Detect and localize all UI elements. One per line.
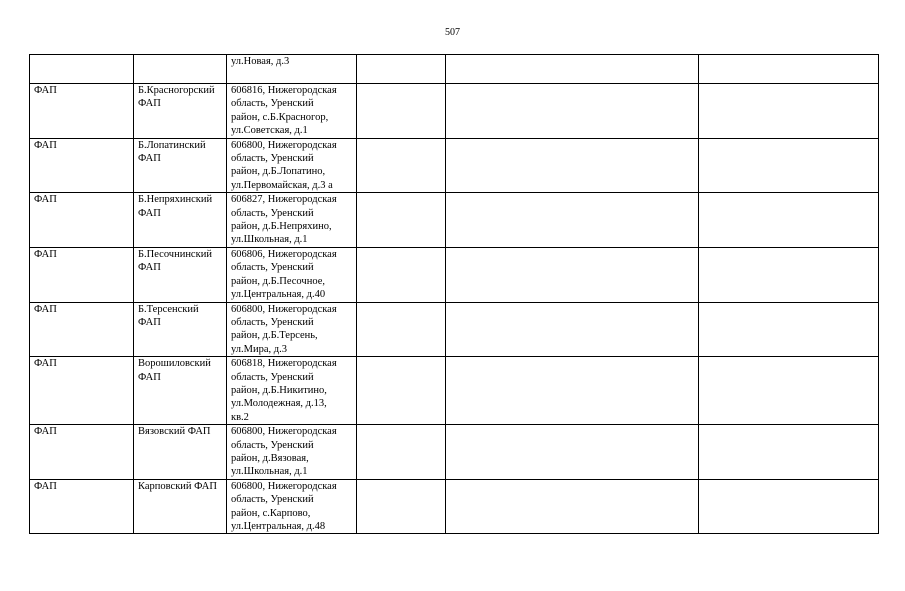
cell-address bbox=[227, 193, 357, 248]
address-line: 606800, Нижегородская bbox=[231, 426, 337, 438]
address-line: ул.Центральная, д.48 bbox=[231, 521, 326, 532]
cell-empty-1 bbox=[357, 302, 446, 357]
cell-address bbox=[227, 357, 357, 425]
cell-empty-3 bbox=[699, 55, 879, 84]
table-row bbox=[30, 425, 879, 480]
table-row-continuation bbox=[30, 55, 879, 84]
cell-type: ФАП bbox=[30, 479, 134, 534]
cell-empty-1 bbox=[357, 193, 446, 248]
cell-empty-1 bbox=[357, 138, 446, 193]
table-row bbox=[30, 84, 879, 139]
address-line: район, д.Вязовая, bbox=[231, 452, 309, 464]
address-line: область, Уренский bbox=[231, 153, 314, 165]
cell-empty-2 bbox=[446, 84, 699, 139]
cell-empty-3 bbox=[699, 302, 879, 357]
cell-type: ФАП bbox=[30, 138, 134, 193]
address-line: 606800, Нижегородская bbox=[231, 139, 337, 151]
cell-empty-1 bbox=[357, 84, 446, 139]
address-line: область, Уренский bbox=[231, 371, 314, 383]
address-line: область, Уренский bbox=[231, 262, 314, 274]
address-line: район, д.Б.Песочное, bbox=[231, 275, 325, 287]
cell-type: ФАП bbox=[30, 357, 134, 425]
address-line: ул.Молодежная, д.13, bbox=[231, 398, 327, 410]
cell-name: Карповский ФАП bbox=[134, 479, 227, 534]
cell-empty-3 bbox=[699, 138, 879, 193]
cell-empty-1 bbox=[357, 55, 446, 84]
address-line: район, с.Карпово, bbox=[231, 507, 311, 519]
cell-empty-3 bbox=[699, 193, 879, 248]
cell-empty-2 bbox=[446, 425, 699, 480]
cell-name: Б.Непряхинский ФАП bbox=[134, 193, 227, 248]
cell-empty-2 bbox=[446, 193, 699, 248]
cell-empty-2 bbox=[446, 357, 699, 425]
cell-empty-3 bbox=[699, 84, 879, 139]
address-line: 606827, Нижегородская bbox=[231, 194, 337, 206]
address-line: ул.Новая, д.3 bbox=[231, 56, 290, 67]
cell-empty-2 bbox=[446, 247, 699, 302]
address-line: ул.Мира, д.3 bbox=[231, 343, 287, 355]
cell-address bbox=[227, 479, 357, 534]
cell-type bbox=[30, 55, 134, 84]
address-line: область, Уренский bbox=[231, 207, 314, 219]
cell-type: ФАП bbox=[30, 425, 134, 480]
address-line: кв.2 bbox=[231, 411, 249, 423]
table-body bbox=[30, 55, 879, 534]
table-row bbox=[30, 193, 879, 248]
address-line: район, с.Б.Красногор, bbox=[231, 111, 329, 123]
cell-name: Б.Красногорский ФАП bbox=[134, 84, 227, 139]
cell-empty-2 bbox=[446, 55, 699, 84]
address-line: область, Уренский bbox=[231, 316, 314, 328]
address-line: район, д.Б.Никитино, bbox=[231, 384, 327, 396]
cell-name: Вязовский ФАП bbox=[134, 425, 227, 480]
address-line: 606800, Нижегородская bbox=[231, 480, 337, 492]
cell-empty-2 bbox=[446, 138, 699, 193]
cell-empty-1 bbox=[357, 247, 446, 302]
cell-type: ФАП bbox=[30, 247, 134, 302]
cell-type: ФАП bbox=[30, 302, 134, 357]
address-line: район, д.Б.Непряхино, bbox=[231, 221, 332, 233]
cell-address bbox=[227, 302, 357, 357]
table-row bbox=[30, 479, 879, 534]
cell-empty-3 bbox=[699, 479, 879, 534]
cell-name: Б.Терсенский ФАП bbox=[134, 302, 227, 357]
address-line: ул.Советская, д.1 bbox=[231, 125, 308, 137]
cell-name: Ворошиловский ФАП bbox=[134, 357, 227, 425]
address-line: область, Уренский bbox=[231, 98, 314, 110]
cell-empty-1 bbox=[357, 425, 446, 480]
address-line: 606806, Нижегородская bbox=[231, 248, 337, 260]
cell-address bbox=[227, 425, 357, 480]
address-line: область, Уренский bbox=[231, 494, 314, 506]
cell-name: Б.Песочнинский ФАП bbox=[134, 247, 227, 302]
cell-empty-2 bbox=[446, 302, 699, 357]
cell-name bbox=[134, 55, 227, 84]
cell-empty-1 bbox=[357, 479, 446, 534]
address-line: район, д.Б.Терсень, bbox=[231, 330, 318, 342]
page-number: 507 bbox=[445, 27, 460, 38]
table-row bbox=[30, 247, 879, 302]
table-row bbox=[30, 302, 879, 357]
cell-empty-3 bbox=[699, 247, 879, 302]
address-line: область, Уренский bbox=[231, 439, 314, 451]
address-line: ул.Первомайская, д.3 а bbox=[231, 179, 333, 191]
cell-address bbox=[227, 55, 357, 84]
cell-empty-2 bbox=[446, 479, 699, 534]
address-line: ул.Центральная, д.40 bbox=[231, 289, 326, 301]
table-row bbox=[30, 138, 879, 193]
address-line: 606800, Нижегородская bbox=[231, 303, 337, 315]
cell-address bbox=[227, 84, 357, 139]
address-line: 606816, Нижегородская bbox=[231, 85, 337, 96]
cell-address bbox=[227, 247, 357, 302]
address-line: район, д.Б.Лопатино, bbox=[231, 166, 326, 178]
address-line: ул.Школьная, д.1 bbox=[231, 466, 308, 478]
address-line: ул.Школьная, д.1 bbox=[231, 234, 308, 246]
cell-type: ФАП bbox=[30, 84, 134, 139]
cell-address bbox=[227, 138, 357, 193]
cell-empty-1 bbox=[357, 357, 446, 425]
cell-type: ФАП bbox=[30, 193, 134, 248]
cell-empty-3 bbox=[699, 425, 879, 480]
table-row bbox=[30, 357, 879, 425]
address-line: 606818, Нижегородская bbox=[231, 358, 337, 370]
cell-name: Б.Лопатинский ФАП bbox=[134, 138, 227, 193]
cell-empty-3 bbox=[699, 357, 879, 425]
facilities-table bbox=[29, 54, 879, 534]
